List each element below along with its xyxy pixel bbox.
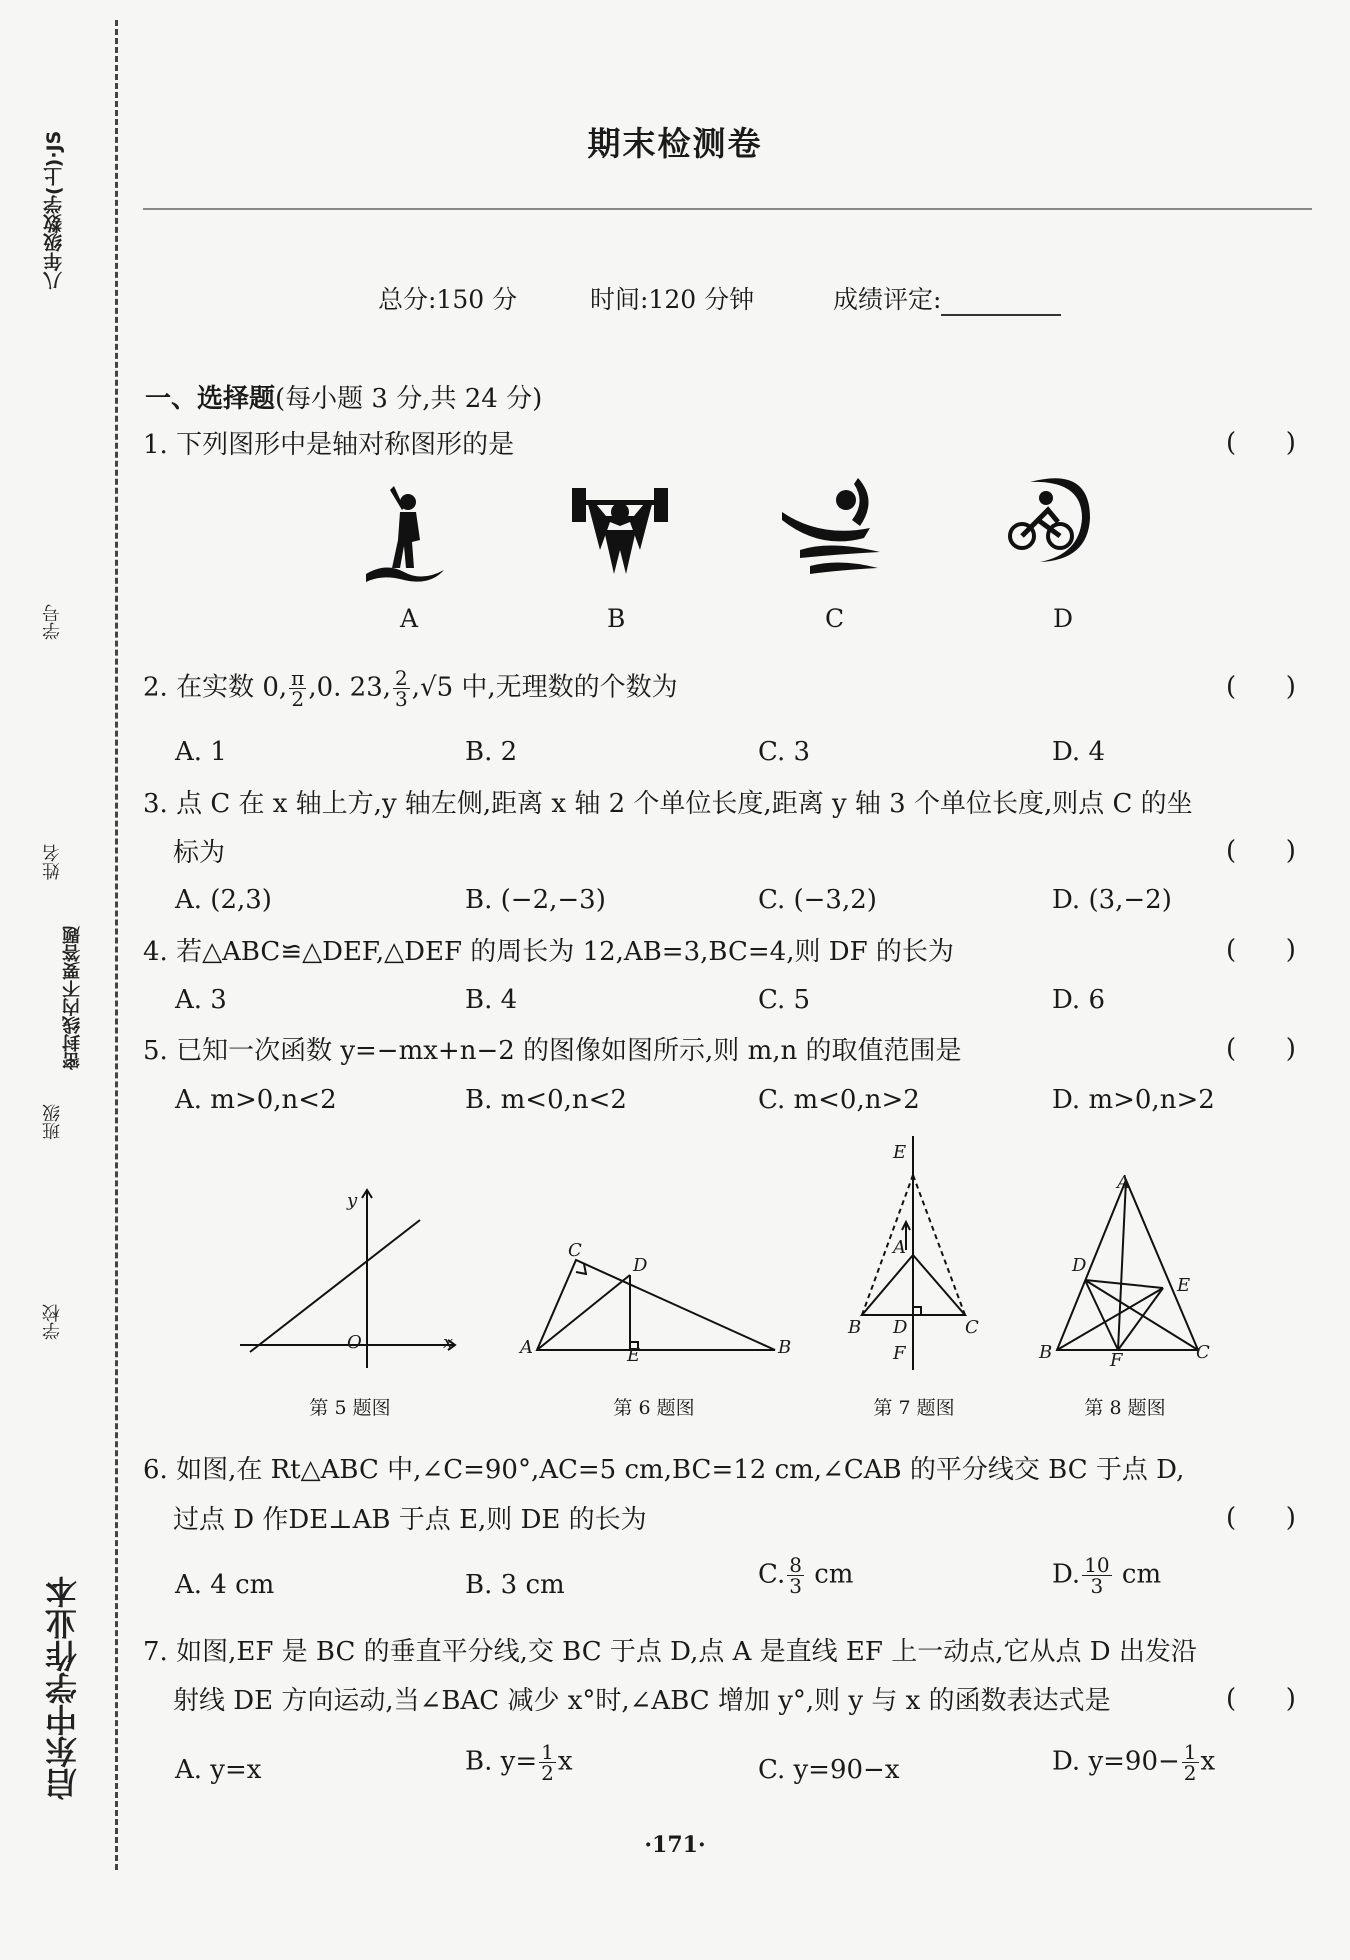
q1-label-a: A [400,604,419,633]
q5-option-c[interactable]: C. m<0,n>2 [758,1085,920,1115]
one-half-fraction [1182,1742,1199,1783]
q3-option-d[interactable]: D. (3,−2) [1052,885,1172,915]
fig7-caption: 第 7 题图 [873,1397,955,1419]
frac-den: 2 [1183,1761,1197,1785]
frac-num: 8 [789,1553,802,1577]
opt-prefix: D. [1052,1559,1081,1590]
swimmer-icon [782,478,880,574]
subject-label: 八年级数学(上)·JS [43,130,65,290]
question-4: 4. 若△ABC≌△DEF,△DEF 的周长为 12,AB=3,BC=4,则 DF 的长为 [143,937,954,967]
q1-label-d: D [1053,604,1074,633]
question-2 [143,668,678,709]
section-heading [145,378,542,415]
q5-option-b[interactable]: B. m<0,n<2 [465,1085,627,1115]
opt-prefix: B. y= [465,1746,538,1777]
page-number: ·171· [644,1832,706,1858]
frac-num: π [291,666,305,690]
pi-half-fraction [289,668,306,709]
opt-prefix: D. y=90− [1052,1746,1180,1777]
answer-paren-5[interactable]: ( ) [1226,1034,1296,1064]
fig7-triangle [862,1136,965,1370]
q1-label-c: C [825,604,845,633]
weightlifter-icon [572,488,668,574]
answer-paren-7[interactable]: ( ) [1226,1684,1296,1714]
fig8-e-label: E [1177,1275,1191,1296]
seat-label: 学号 [42,604,63,640]
q6-option-c[interactable] [758,1555,853,1596]
fig6-a-label: A [520,1337,533,1358]
question-7-line-2: 射线 DE 方向运动,当∠BAC 减少 x°时,∠ABC 增加 y°,则 y 与 x 的函数表达式是 [173,1686,1111,1716]
q5-option-a[interactable]: A. m>0,n<2 [175,1085,337,1115]
fig7-f-label: F [893,1343,906,1364]
title-divider [143,208,1312,210]
fig8-f-label: F [1110,1350,1123,1371]
opt-unit: cm [1121,1559,1162,1590]
fig5-y-label: y [347,1190,358,1211]
figures-row [230,1130,1240,1370]
fig5-x-label: x [443,1332,454,1353]
fig6-d-label: D [633,1255,648,1276]
question-5: 5. 已知一次函数 y=−mx+n−2 的图像如图所示,则 m,n 的取值范围是 [143,1036,962,1066]
fig8-caption: 第 8 题图 [1084,1397,1166,1419]
grade-field [833,280,1061,316]
q2-pre: 2. 在实数 0, [143,672,288,703]
name-label: 姓名 [42,844,63,880]
frac-den: 3 [395,687,408,711]
q4-option-b[interactable]: B. 4 [465,985,518,1015]
q6-option-a[interactable]: A. 4 cm [175,1570,275,1600]
q7-option-b[interactable] [465,1742,573,1783]
frac-num: 10 [1084,1553,1110,1577]
question-6-line-2: 过点 D 作DE⊥AB 于点 E,则 DE 的长为 [173,1505,647,1535]
school-label: 学校 [42,1304,63,1340]
q2-mid: ,0. 23, [308,672,391,703]
fig7-c-label: C [965,1317,979,1338]
golfer-icon [366,486,444,582]
q3-option-a[interactable]: A. (2,3) [175,885,272,915]
page-title: 期末检测卷 [587,124,763,163]
fig6-triangle [537,1260,775,1350]
frac-num: 1 [541,1740,554,1764]
q6-option-d[interactable] [1052,1555,1161,1596]
opt-var: x [1200,1746,1216,1777]
opt-var: x [557,1746,573,1777]
fig8-b-label: B [1039,1342,1053,1363]
q5-option-d[interactable]: D. m>0,n>2 [1052,1085,1215,1115]
frac-den: 3 [1090,1574,1104,1598]
section-note: (每小题 3 分,共 24 分) [275,384,543,414]
fig6-e-label: E [627,1345,641,1366]
no-answer-label: 密封线内不要答题 [62,926,83,1070]
fig7-a-label: A [893,1237,906,1258]
question-6-line-1: 6. 如图,在 Rt△ABC 中,∠C=90°,AC=5 cm,BC=12 cm,∠CAB 的平分线交 BC 于点 D, [143,1455,1185,1485]
grade-blank[interactable] [941,292,1061,316]
fig6-caption: 第 6 题图 [613,1397,695,1419]
book-label: 启东中学作业本 [44,1576,82,1800]
answer-paren-2[interactable]: ( ) [1226,672,1296,702]
q2-option-d[interactable]: D. 4 [1052,737,1105,767]
q1-label-b: B [607,604,626,633]
answer-paren-3[interactable]: ( ) [1226,836,1296,866]
opt-unit: cm [814,1559,854,1590]
fig6-b-label: B [778,1337,792,1358]
two-thirds-fraction [393,668,410,709]
class-label: 班级 [42,1104,63,1140]
fig8-d-label: D [1072,1255,1087,1276]
frac-den: 3 [789,1574,802,1598]
grade-label: 成绩评定: [833,285,942,314]
fig7-e-label: E [893,1142,907,1163]
q2-post: ,√5 中,无理数的个数为 [411,672,678,703]
fig5-origin-label: O [347,1332,362,1353]
fig7-d-label: D [893,1317,908,1338]
q3-option-c[interactable]: C. (−3,2) [758,885,877,915]
exam-time: 时间:120 分钟 [590,285,755,314]
fig5-caption: 第 5 题图 [309,1397,391,1419]
q7-option-d[interactable] [1052,1742,1215,1783]
ten-thirds-fraction [1082,1555,1111,1596]
q6-option-b[interactable]: B. 3 cm [465,1570,565,1600]
frac-den: 2 [291,687,305,711]
answer-paren-4[interactable]: ( ) [1226,935,1296,965]
fig6-c-label: C [568,1240,582,1261]
q2-option-a[interactable]: A. 1 [175,737,227,767]
fig8-c-label: C [1196,1342,1210,1363]
q7-option-c[interactable]: C. y=90−x [758,1755,900,1785]
frac-num: 2 [395,666,408,690]
cyclist-icon [1010,478,1090,562]
q4-option-d[interactable]: D. 6 [1052,985,1105,1015]
question-1: 1. 下列图形中是轴对称图形的是 [143,430,515,460]
total-score: 总分:150 分 [378,285,518,314]
frac-num: 1 [1183,1740,1197,1764]
q2-option-b[interactable]: B. 2 [465,737,518,767]
question-3-line-2: 标为 [173,838,226,868]
opt-prefix: C. [758,1559,786,1590]
eight-thirds-fraction [787,1555,804,1596]
frac-den: 2 [541,1761,554,1785]
section-title: 一、选择题 [145,384,276,414]
q2-option-c[interactable]: C. 3 [758,737,811,767]
q4-option-c[interactable]: C. 5 [758,985,811,1015]
q4-option-a[interactable]: A. 3 [175,985,227,1015]
question-3-line-1: 3. 点 C 在 x 轴上方,y 轴左侧,距离 x 轴 2 个单位长度,距离 y 轴 3 个单位长度,则点 C 的坐 [143,789,1193,819]
answer-paren-1[interactable]: ( ) [1226,428,1296,458]
one-half-fraction [539,1742,556,1783]
fig8-a-label: A [1117,1172,1130,1193]
answer-paren-6[interactable]: ( ) [1226,1503,1296,1533]
question-7-line-1: 7. 如图,EF 是 BC 的垂直平分线,交 BC 于点 D,点 A 是直线 EF 上一动点,它从点 D 出发沿 [143,1637,1197,1667]
q7-option-a[interactable]: A. y=x [175,1755,262,1785]
q3-option-b[interactable]: B. (−2,−3) [465,885,606,915]
fig7-b-label: B [848,1317,862,1338]
q1-figures [360,470,1140,590]
